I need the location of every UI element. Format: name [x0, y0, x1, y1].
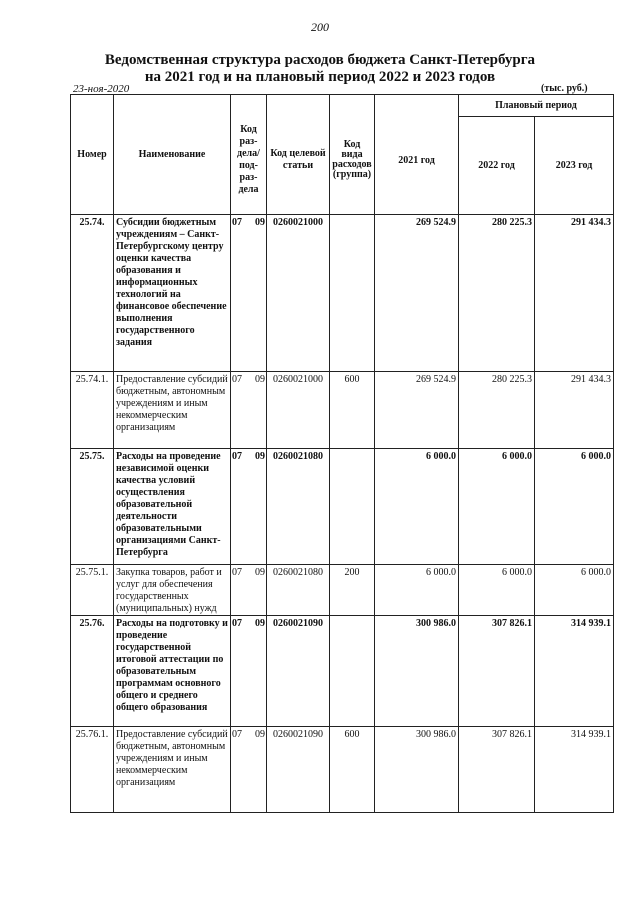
header-planned-period: Плановый период: [459, 95, 614, 117]
row-amount-2021: 269 524.9: [375, 372, 459, 449]
document-title: [0, 52, 640, 86]
row-expense-type: [330, 616, 375, 727]
row-section-code: [231, 372, 267, 449]
row-amount-2022: 280 225.3: [459, 372, 535, 449]
row-name: Субсидии бюджетным учреждениям – Санкт-Петербургскому центру оценки качества образования и информационных технологий на финансовое обеспечение выполнения государственного задания: [114, 215, 231, 372]
row-amount-2023: 291 434.3: [535, 215, 614, 372]
table-row: [71, 565, 614, 616]
header-name: Наименование: [114, 95, 231, 215]
row-expense-type: 600: [330, 727, 375, 813]
row-amount-2022: 6 000.0: [459, 565, 535, 616]
row-subsection: 09: [255, 618, 265, 629]
row-number: 25.76.: [71, 616, 114, 727]
header-target: Код целевой статьи: [267, 95, 330, 215]
row-subsection: 09: [255, 374, 265, 385]
row-amount-2021: 6 000.0: [375, 565, 459, 616]
table-body: [71, 215, 614, 813]
row-section: 07: [232, 451, 242, 462]
header-number: Номер: [71, 95, 114, 215]
header-expense-type: Код вида расходов (группа): [330, 95, 375, 215]
row-number: 25.74.1.: [71, 372, 114, 449]
row-section: 07: [232, 374, 242, 385]
title-line-1: Ведомственная структура расходов бюджета Санкт-Петербурга: [104, 52, 536, 68]
row-expense-type: [330, 215, 375, 372]
row-section-code: [231, 727, 267, 813]
row-name: Закупка товаров, работ и услуг для обеспечения государственных (муниципальных) нужд: [114, 565, 231, 616]
row-section-code: [231, 449, 267, 565]
row-subsection: 09: [255, 567, 265, 578]
row-target-code: 0260021080: [267, 565, 330, 616]
row-amount-2021: 269 524.9: [375, 215, 459, 372]
table-row: [71, 727, 614, 813]
row-amount-2023: 6 000.0: [535, 565, 614, 616]
row-number: 25.76.1.: [71, 727, 114, 813]
row-target-code: 0260021000: [267, 372, 330, 449]
row-amount-2021: 300 986.0: [375, 616, 459, 727]
row-number: 25.74.: [71, 215, 114, 372]
row-section: 07: [232, 618, 242, 629]
row-name: Расходы на проведение независимой оценки качества условий осуществления образовательной деятельности образовательными организациями Санкт-Петербурга: [114, 449, 231, 565]
row-amount-2021: 300 986.0: [375, 727, 459, 813]
row-section-code: [231, 565, 267, 616]
row-number: 25.75.: [71, 449, 114, 565]
header-2022: 2022 год: [459, 117, 535, 215]
row-number: 25.75.1.: [71, 565, 114, 616]
row-expense-type: 200: [330, 565, 375, 616]
row-amount-2021: 6 000.0: [375, 449, 459, 565]
table-row: [71, 449, 614, 565]
header-section: Код раз-дела/ под-раз-дела: [231, 95, 267, 215]
row-name: Предоставление субсидий бюджетным, автономным учреждениям и иным некоммерческим организациям: [114, 727, 231, 813]
row-section: 07: [232, 217, 242, 228]
row-subsection: 09: [255, 451, 265, 462]
row-subsection: 09: [255, 217, 265, 228]
row-amount-2023: 6 000.0: [535, 449, 614, 565]
row-section-code: [231, 215, 267, 372]
row-amount-2023: 314 939.1: [535, 616, 614, 727]
table-row: [71, 616, 614, 727]
table-row: [71, 215, 614, 372]
row-amount-2022: 307 826.1: [459, 727, 535, 813]
row-name: Расходы на подготовку и проведение государственной итоговой аттестации по образовательным программам основного общего и среднего общего образования: [114, 616, 231, 727]
row-subsection: 09: [255, 729, 265, 740]
page-number: 200: [311, 20, 329, 34]
row-section: 07: [232, 729, 242, 740]
table-header: [71, 95, 614, 215]
row-amount-2022: 280 225.3: [459, 215, 535, 372]
header-2023: 2023 год: [535, 117, 614, 215]
row-expense-type: [330, 449, 375, 565]
row-amount-2023: 314 939.1: [535, 727, 614, 813]
document-date: 23-ноя-2020: [73, 83, 130, 95]
row-target-code: 0260021090: [267, 616, 330, 727]
row-target-code: 0260021080: [267, 449, 330, 565]
row-expense-type: 600: [330, 372, 375, 449]
row-name: Предоставление субсидий бюджетным, автономным учреждениям и иным некоммерческим организациям: [114, 372, 231, 449]
row-amount-2022: 6 000.0: [459, 449, 535, 565]
header-2021: 2021 год: [375, 95, 459, 215]
row-target-code: 0260021000: [267, 215, 330, 372]
table-row: [71, 372, 614, 449]
title-line-2: на 2021 год и на плановый период 2022 и 2023 годов: [144, 69, 496, 85]
row-target-code: 0260021090: [267, 727, 330, 813]
row-amount-2022: 307 826.1: [459, 616, 535, 727]
row-section-code: [231, 616, 267, 727]
budget-table: [70, 94, 614, 813]
units-label: (тыс. руб.): [541, 83, 588, 94]
row-section: 07: [232, 567, 242, 578]
row-amount-2023: 291 434.3: [535, 372, 614, 449]
